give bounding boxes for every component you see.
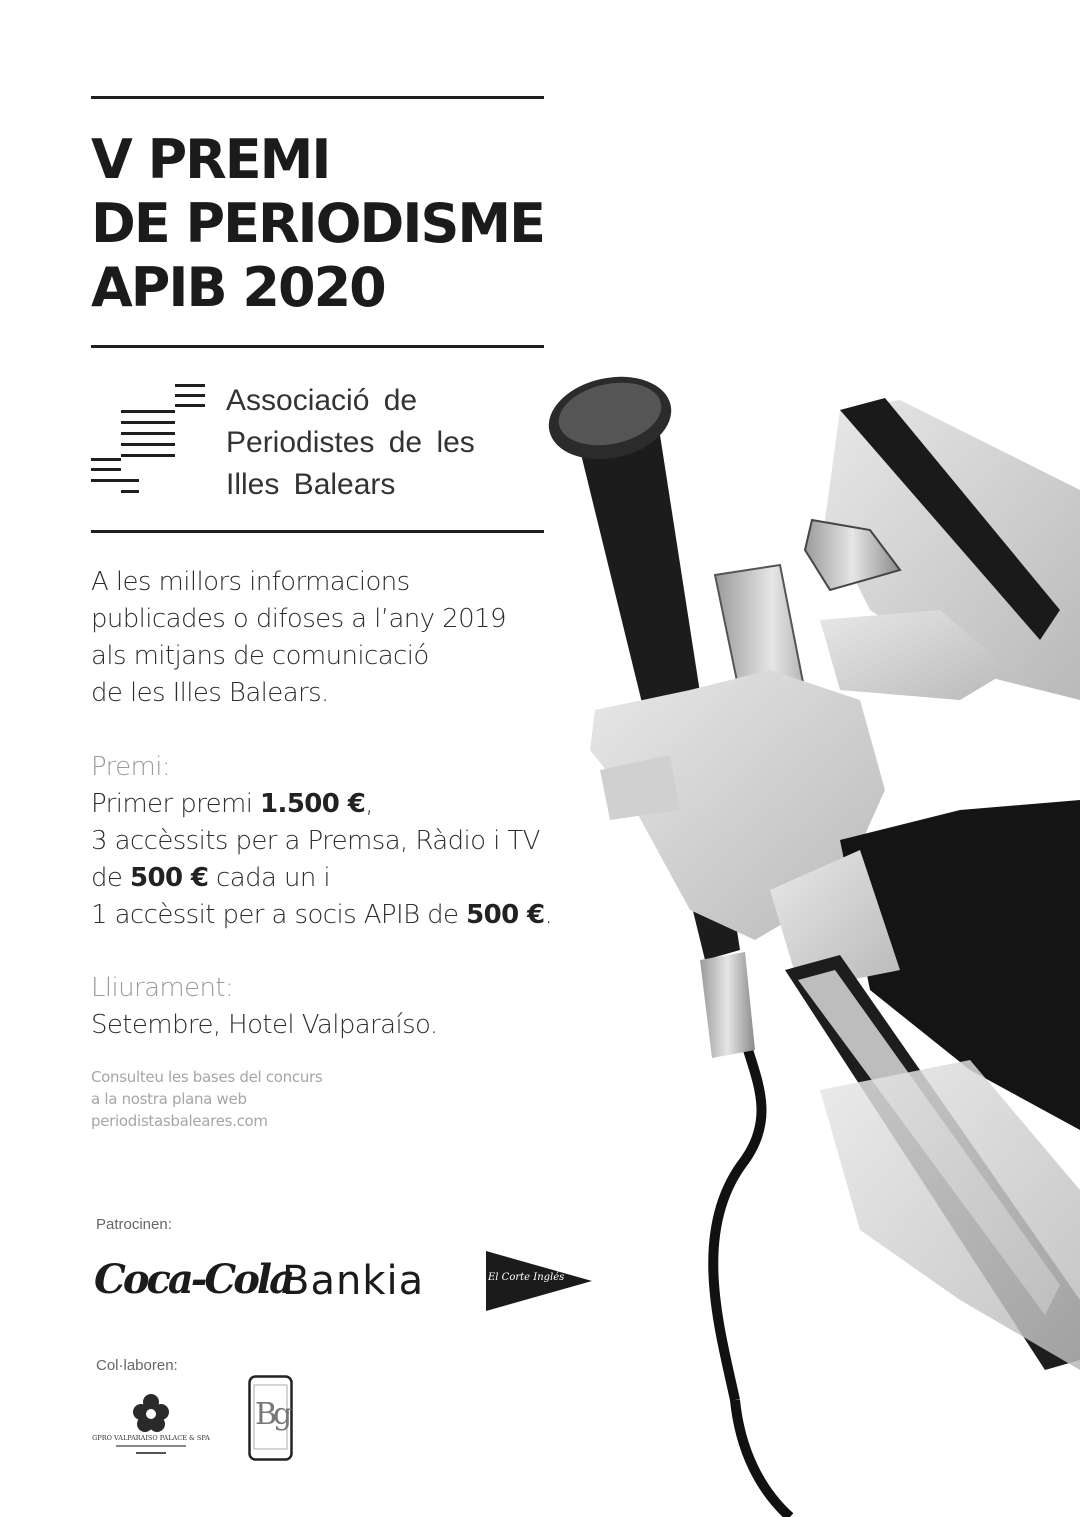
prize-first-amount: 1.500 € <box>260 789 366 819</box>
title-line-1: V PREMI <box>91 128 330 191</box>
prize-accessit-pre: de <box>91 863 130 893</box>
bankia-logo <box>282 1258 424 1304</box>
bg-letters: Bg <box>255 1397 289 1432</box>
description-line-4: de les Illes Balears. <box>91 678 329 708</box>
delivery-label: Lliurament: <box>91 973 234 1003</box>
prize-line-3 <box>91 860 552 897</box>
prize-section <box>91 749 552 934</box>
title-line-2: DE PERIODISME <box>91 192 544 255</box>
title-line-3: APIB 2020 <box>91 256 385 319</box>
valparaiso-name: GPRO VALPARAISO PALACE & SPA <box>92 1434 210 1442</box>
delivery-value: Setembre, Hotel Valparaíso. <box>91 1010 438 1040</box>
prize-label: Premi: <box>91 752 171 782</box>
description-line-2: publicades o difoses a l’any 2019 <box>91 604 506 634</box>
bg-app-logo <box>248 1375 293 1461</box>
sponsors-label: Patrocinen: <box>96 1216 172 1233</box>
prize-line-4 <box>91 897 552 934</box>
prize-accessit-post: cada un i <box>208 863 331 893</box>
microphone-photo <box>540 370 1080 1517</box>
collaborators-label: Col·laboren: <box>96 1357 178 1374</box>
org-line-1: Associació de <box>226 384 418 417</box>
coca-cola-wordmark: Coca-Cola <box>94 1256 293 1303</box>
valparaiso-subline <box>116 1445 186 1447</box>
apib-lines-logo <box>91 384 207 496</box>
consult-line-1: Consulteu les bases del concurs <box>91 1068 323 1086</box>
delivery-section <box>91 970 438 1044</box>
description-line-1: A les millors informacions <box>91 567 410 597</box>
consult-note <box>91 1066 322 1132</box>
page-title <box>91 128 544 320</box>
prize-first-text: Primer premi <box>91 789 261 819</box>
description <box>91 564 506 712</box>
prize-line-2: 3 accèssits per a Premsa, Ràdio i TV <box>91 826 540 856</box>
top-rule <box>91 96 544 99</box>
title-rule <box>91 345 544 348</box>
description-line-3: als mitjans de comunicació <box>91 641 429 671</box>
valparaiso-logo <box>80 1392 222 1462</box>
consult-line-3[interactable]: periodistasbaleares.com <box>91 1112 268 1130</box>
bankia-wordmark: Bankia <box>282 1258 425 1304</box>
prize-socis-amount: 500 € <box>466 900 545 930</box>
el-corte-ingles-wordmark: El Corte Inglés <box>488 1272 565 1283</box>
org-rule <box>91 530 544 533</box>
prize-socis-end: . <box>544 900 553 930</box>
prize-accessit-amount: 500 € <box>129 863 209 893</box>
org-line-2: Periodistes de les <box>226 426 475 459</box>
valparaiso-stars <box>136 1452 166 1454</box>
organization-name <box>226 380 475 506</box>
prize-first-end: , <box>365 789 373 819</box>
org-line-3: Illes Balears <box>226 468 396 501</box>
consult-line-2: a la nostra plana web <box>91 1090 247 1108</box>
coca-cola-logo <box>94 1256 292 1303</box>
prize-socis-text: 1 accèssit per a socis APIB de <box>91 900 467 930</box>
prize-line-1 <box>91 786 552 823</box>
